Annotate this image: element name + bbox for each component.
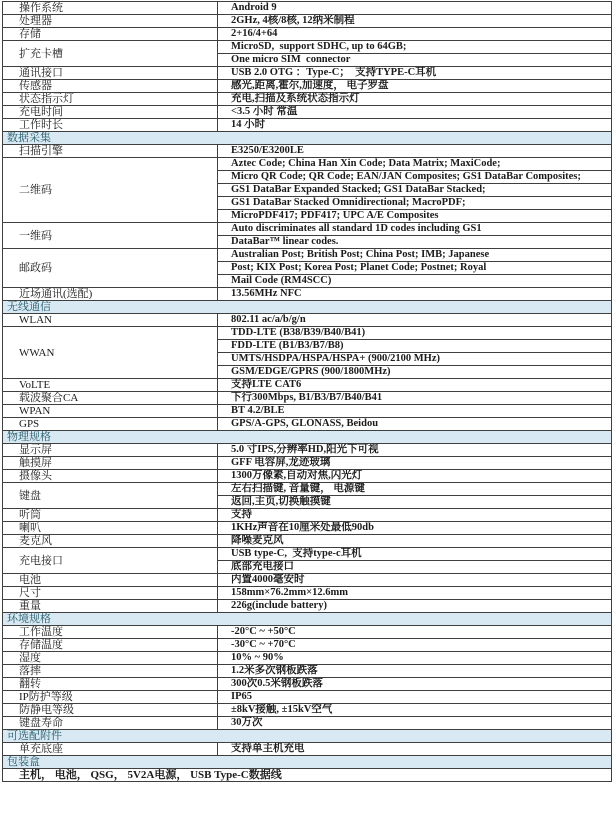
spec-value: ±8kV接触, ±15kV空气 <box>218 704 612 717</box>
spec-value: <3.5 小时 常温 <box>218 106 612 119</box>
spec-value: 内置4000毫安时 <box>218 574 612 587</box>
section-header: 环境规格 <box>3 613 612 626</box>
spec-label: 工作温度 <box>3 626 218 639</box>
spec-label: 显示屏 <box>3 444 218 457</box>
spec-row <box>3 743 612 756</box>
spec-value: MicroPDF417; PDF417; UPC A/E Composites <box>218 210 612 223</box>
spec-value: USB type-C, 支持type-c耳机 <box>218 548 612 561</box>
spec-value: 13.56MHz NFC <box>218 288 612 301</box>
spec-value: 2GHz, 4核/8核, 12纳米制程 <box>218 15 612 28</box>
spec-value: Aztec Code; China Han Xin Code; Data Matrix; MaxiCode; <box>218 158 612 171</box>
spec-value: 左右扫描键, 音量键， 电源键 <box>218 483 612 496</box>
spec-row <box>3 704 612 717</box>
spec-label: 单充底座 <box>3 743 218 756</box>
spec-value: 30万次 <box>218 717 612 730</box>
spec-label: 扫描引擎 <box>3 145 218 158</box>
spec-row <box>3 483 612 496</box>
spec-row <box>3 288 612 301</box>
spec-value: Android 9 <box>218 2 612 15</box>
spec-value: GPS/A-GPS, GLONASS, Beidou <box>218 418 612 431</box>
spec-row <box>3 249 612 262</box>
section-header: 包装盒 <box>3 756 612 769</box>
spec-label: WLAN <box>3 314 218 327</box>
spec-value: 支持LTE CAT6 <box>218 379 612 392</box>
section-header-row <box>3 301 612 314</box>
spec-value: GFF 电容屏,龙迹玻璃 <box>218 457 612 470</box>
spec-row <box>3 600 612 613</box>
spec-row <box>3 639 612 652</box>
spec-row <box>3 119 612 132</box>
spec-row <box>3 691 612 704</box>
spec-row <box>3 678 612 691</box>
spec-label: 湿度 <box>3 652 218 665</box>
spec-value: FDD-LTE (B1/B3/B7/B8) <box>218 340 612 353</box>
spec-value: 2+16/4+64 <box>218 28 612 41</box>
spec-value: -20°C ~ +50°C <box>218 626 612 639</box>
spec-row <box>3 67 612 80</box>
spec-row <box>3 28 612 41</box>
spec-value: 底部充电接口 <box>218 561 612 574</box>
spec-row <box>3 15 612 28</box>
spec-value: E3250/E3200LE <box>218 145 612 158</box>
spec-value: IP65 <box>218 691 612 704</box>
spec-label: 通讯接口 <box>3 67 218 80</box>
section-header-row <box>3 730 612 743</box>
spec-label: 电池 <box>3 574 218 587</box>
spec-row <box>3 470 612 483</box>
section-header: 可选配附件 <box>3 730 612 743</box>
spec-row <box>3 418 612 431</box>
spec-label: 重量 <box>3 600 218 613</box>
spec-value: 下行300Mbps, B1/B3/B7/B40/B41 <box>218 392 612 405</box>
spec-label: 处理器 <box>3 15 218 28</box>
spec-fullwidth-value: 主机， 电池， QSG， 5V2A电源， USB Type-C数据线 <box>3 769 612 782</box>
spec-label: WPAN <box>3 405 218 418</box>
spec-label: 状态指示灯 <box>3 93 218 106</box>
spec-row <box>3 158 612 171</box>
spec-label: 一维码 <box>3 223 218 249</box>
spec-label: 麦克风 <box>3 535 218 548</box>
spec-row <box>3 509 612 522</box>
spec-value: 降噪麦克风 <box>218 535 612 548</box>
spec-row <box>3 548 612 561</box>
spec-value: Micro QR Code; QR Code; EAN/JAN Composites; GS1 DataBar Composites; <box>218 171 612 184</box>
spec-value: 10% ~ 90% <box>218 652 612 665</box>
spec-label: 听筒 <box>3 509 218 522</box>
spec-label: 触摸屏 <box>3 457 218 470</box>
spec-row <box>3 522 612 535</box>
spec-row <box>3 392 612 405</box>
spec-value: 1.2米多次钢板跌落 <box>218 665 612 678</box>
spec-table <box>2 1 612 782</box>
spec-label: 二维码 <box>3 158 218 223</box>
spec-value: 支持 <box>218 509 612 522</box>
spec-row <box>3 535 612 548</box>
spec-label: 翻转 <box>3 678 218 691</box>
spec-row <box>3 665 612 678</box>
section-header: 物理规格 <box>3 431 612 444</box>
spec-label: 近场通讯(选配) <box>3 288 218 301</box>
spec-label: 充电接口 <box>3 548 218 574</box>
spec-value: TDD-LTE (B38/B39/B40/B41) <box>218 327 612 340</box>
spec-label: WWAN <box>3 327 218 379</box>
spec-label: 摄像头 <box>3 470 218 483</box>
spec-value: -30°C ~ +70°C <box>218 639 612 652</box>
spec-value: 1KHz声音在10厘米处最低90db <box>218 522 612 535</box>
spec-row <box>3 314 612 327</box>
spec-row <box>3 587 612 600</box>
section-header: 数据采集 <box>3 132 612 145</box>
spec-label: 邮政码 <box>3 249 218 288</box>
spec-label: 喇叭 <box>3 522 218 535</box>
spec-value: 支持单主机充电 <box>218 743 612 756</box>
spec-row <box>3 444 612 457</box>
spec-value: One micro SIM connector <box>218 54 612 67</box>
spec-row <box>3 652 612 665</box>
spec-row <box>3 405 612 418</box>
spec-value: GS1 DataBar Stacked Omnidirectional; MacroPDF; <box>218 197 612 210</box>
spec-value: 158mm×76.2mm×12.6mm <box>218 587 612 600</box>
spec-value: Mail Code (RM4SCC) <box>218 275 612 288</box>
spec-value: 1300万像素,自动对焦,闪光灯 <box>218 470 612 483</box>
spec-row <box>3 80 612 93</box>
spec-value: MicroSD, support SDHC, up to 64GB; <box>218 41 612 54</box>
spec-row <box>3 145 612 158</box>
spec-value: 226g(include battery) <box>218 600 612 613</box>
section-header-row <box>3 431 612 444</box>
spec-label: 存储温度 <box>3 639 218 652</box>
spec-value: 5.0 寸IPS,分辨率HD,阳光下可视 <box>218 444 612 457</box>
spec-value: DataBar™ linear codes. <box>218 236 612 249</box>
section-header-row <box>3 132 612 145</box>
spec-row <box>3 626 612 639</box>
spec-value: Australian Post; British Post; China Post; IMB; Japanese <box>218 249 612 262</box>
spec-value: 300次0.5米钢板跌落 <box>218 678 612 691</box>
spec-label: VoLTE <box>3 379 218 392</box>
section-header-row <box>3 613 612 626</box>
spec-row <box>3 327 612 340</box>
spec-row <box>3 2 612 15</box>
section-header: 无线通信 <box>3 301 612 314</box>
spec-label: 操作系统 <box>3 2 218 15</box>
spec-row <box>3 379 612 392</box>
spec-row <box>3 93 612 106</box>
spec-label: GPS <box>3 418 218 431</box>
spec-value: GS1 DataBar Expanded Stacked; GS1 DataBar Stacked; <box>218 184 612 197</box>
spec-row <box>3 41 612 54</box>
spec-label: 键盘 <box>3 483 218 509</box>
spec-label: 工作时长 <box>3 119 218 132</box>
spec-label: 落摔 <box>3 665 218 678</box>
spec-value: UMTS/HSDPA/HSPA/HSPA+ (900/2100 MHz) <box>218 353 612 366</box>
spec-label: 传感器 <box>3 80 218 93</box>
spec-value: 充电,扫描及系统状态指示灯 <box>218 93 612 106</box>
spec-row <box>3 223 612 236</box>
spec-value: BT 4.2/BLE <box>218 405 612 418</box>
spec-row <box>3 106 612 119</box>
spec-label: 存储 <box>3 28 218 41</box>
spec-label: 充电时间 <box>3 106 218 119</box>
spec-value: GSM/EDGE/GPRS (900/1800MHz) <box>218 366 612 379</box>
spec-value: 感光,距离,霍尔,加速度， 电子罗盘 <box>218 80 612 93</box>
spec-label: 扩充卡槽 <box>3 41 218 67</box>
section-header-row <box>3 756 612 769</box>
spec-label: 载波聚合CA <box>3 392 218 405</box>
spec-row <box>3 717 612 730</box>
spec-value: 802.11 ac/a/b/g/n <box>218 314 612 327</box>
spec-row <box>3 574 612 587</box>
spec-label: 键盘寿命 <box>3 717 218 730</box>
spec-row <box>3 769 612 782</box>
spec-value: USB 2.0 OTG ：Type-C； 支持TYPE-C耳机 <box>218 67 612 80</box>
spec-row <box>3 457 612 470</box>
spec-label: 防静电等级 <box>3 704 218 717</box>
spec-value: 返回,主页,切换触摸键 <box>218 496 612 509</box>
spec-label: 尺寸 <box>3 587 218 600</box>
spec-label: IP防护等级 <box>3 691 218 704</box>
spec-value: Post; KIX Post; Korea Post; Planet Code; Postnet; Royal <box>218 262 612 275</box>
spec-value: Auto discriminates all standard 1D codes including GS1 <box>218 223 612 236</box>
spec-value: 14 小时 <box>218 119 612 132</box>
